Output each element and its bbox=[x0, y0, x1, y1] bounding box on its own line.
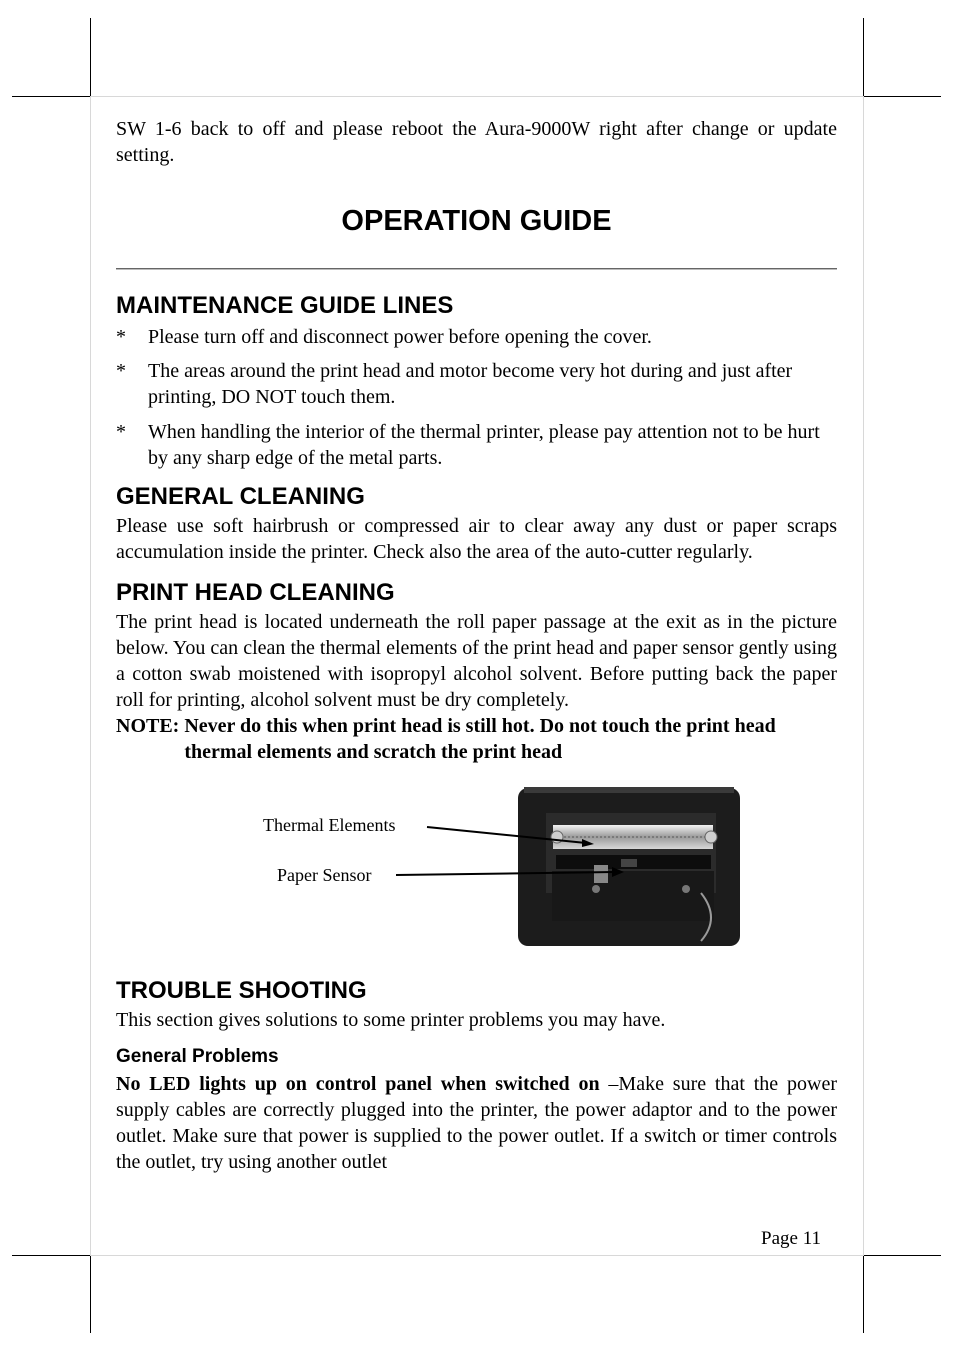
trouble-paragraph: This section gives solutions to some printer problems you may have. bbox=[116, 1009, 666, 1031]
page-frame bbox=[90, 1255, 864, 1256]
bullet-mark: * bbox=[116, 421, 126, 443]
thermal-elements-label: Thermal Elements bbox=[263, 815, 396, 835]
page-frame bbox=[90, 96, 91, 1256]
print-head-heading: PRINT HEAD CLEANING bbox=[116, 579, 395, 606]
intro-paragraph: SW 1-6 back to off and please reboot the Aura-9000W right after change or update setting. bbox=[116, 118, 837, 166]
maintenance-item bbox=[116, 358, 837, 410]
print-head-paragraph: The print head is located underneath the roll paper passage at the exit as in the picture below. You can clean the thermal elements of the print head and paper sensor gently using a cotton swab moistened with isopropyl alcohol solvent. Before putting back the paper roll for printing, alcohol solvent must be dry completely. bbox=[116, 611, 837, 711]
print-head-photo bbox=[116, 783, 837, 951]
general-problems-heading: General Problems bbox=[116, 1046, 279, 1067]
problem-lead: No LED lights up on control panel when switched on bbox=[116, 1073, 600, 1095]
crop-mark bbox=[12, 96, 91, 97]
crop-mark bbox=[863, 1255, 941, 1256]
bullet-mark: * bbox=[116, 360, 126, 382]
maintenance-item bbox=[116, 419, 837, 471]
page-frame bbox=[90, 96, 864, 97]
maintenance-item-text: When handling the interior of the thermal printer, please pay attention not to be hurt by any sharp edge of the metal parts. bbox=[148, 421, 820, 469]
maintenance-heading: MAINTENANCE GUIDE LINES bbox=[116, 292, 454, 319]
title-divider bbox=[116, 268, 837, 270]
bullet-mark: * bbox=[116, 326, 126, 348]
page-frame bbox=[863, 96, 864, 1256]
crop-mark bbox=[863, 18, 864, 96]
maintenance-item-text: The areas around the print head and motor become very hot during and just after printing, DO NOT touch them. bbox=[148, 360, 793, 408]
crop-mark bbox=[90, 1255, 91, 1333]
page-number: Page 11 bbox=[761, 1228, 821, 1249]
problem-paragraph bbox=[116, 1071, 837, 1175]
print-head-note bbox=[116, 713, 837, 765]
print-head-figure bbox=[116, 783, 837, 951]
general-cleaning-paragraph: Please use soft hairbrush or compressed air to clear away any dust or paper scraps accumulation inside the printer. Check also the area of the auto-cutter regularly. bbox=[116, 515, 837, 563]
problem-text: –Make sure that the power supply cables are correctly plugged into the printer, the power adaptor and to the power outlet. Make sure that power is supplied to the power outlet. If a switch or timer controls the outlet, try using another outlet bbox=[116, 1073, 837, 1173]
crop-mark bbox=[12, 1255, 91, 1256]
general-cleaning-heading: GENERAL CLEANING bbox=[116, 483, 365, 510]
page-content bbox=[116, 116, 837, 1175]
maintenance-item-text: Please turn off and disconnect power before opening the cover. bbox=[148, 326, 652, 348]
crop-mark bbox=[863, 1255, 864, 1333]
note-text: Never do this when print head is still hot. Do not touch the print head thermal elements and scratch the print head bbox=[184, 715, 776, 763]
trouble-heading: TROUBLE SHOOTING bbox=[116, 977, 367, 1004]
note-lead: NOTE: bbox=[116, 715, 185, 737]
crop-mark bbox=[863, 96, 941, 97]
maintenance-item bbox=[116, 324, 837, 350]
paper-sensor-label: Paper Sensor bbox=[277, 865, 372, 885]
page-title: OPERATION GUIDE bbox=[341, 205, 612, 237]
crop-mark bbox=[90, 18, 91, 96]
